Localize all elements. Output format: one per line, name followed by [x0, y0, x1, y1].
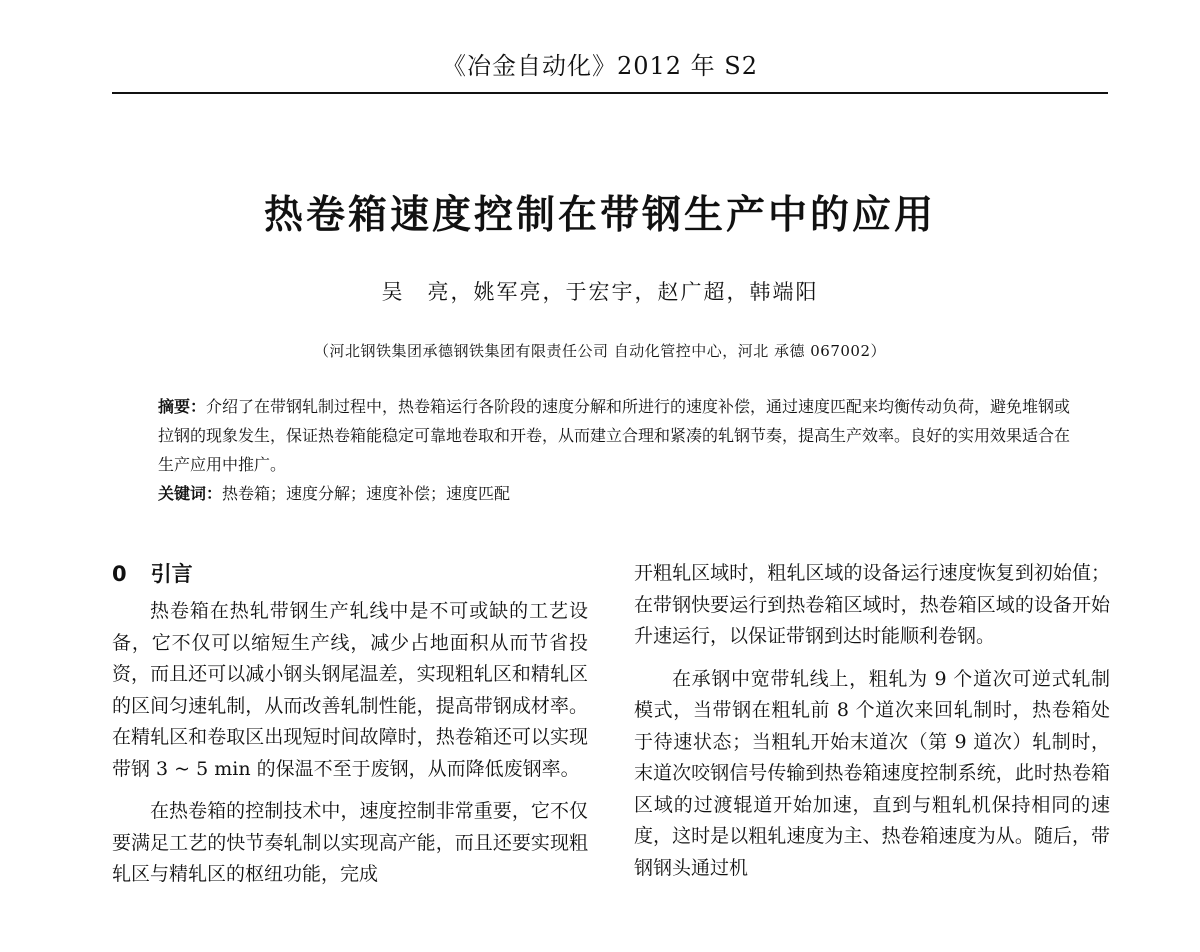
- paper-title: 热卷箱速度控制在带钢生产中的应用: [263, 193, 936, 238]
- keywords-paragraph: [158, 479, 1078, 508]
- abstract-label: 摘要：: [158, 397, 207, 416]
- abstract-block: [158, 392, 1078, 508]
- section-title: 引言: [150, 562, 193, 586]
- left-column: [112, 558, 588, 902]
- right-column: [634, 558, 1110, 895]
- keywords-text: 热卷箱；速度分解；速度补偿；速度匹配: [222, 484, 511, 503]
- journal-header: 《冶金自动化》2012 年 S2: [441, 52, 759, 80]
- body-paragraph: 开粗轧区域时，粗轧区域的设备运行速度恢复到初始值；在带钢快要运行到热卷箱区域时，热卷箱区域的设备开始升速运行，以保证带钢到达时能顺利卷钢。: [634, 562, 1110, 647]
- abstract-text: 介绍了在带钢轧制过程中，热卷箱运行各阶段的速度分解和所进行的速度补偿，通过速度匹配来均衡传动负荷，避免堆钢或拉钢的现象发生，保证热卷箱能稳定可靠地卷取和开卷，从而建立合理和紧凑的轧钢节奏，提高生产效率。良好的实用效果适合在生产应用中推广。: [158, 397, 1071, 474]
- author-list: 吴 亮，姚军亮，于宏宇，赵广超，韩端阳: [381, 280, 819, 304]
- keywords-label: 关键词：: [158, 484, 223, 503]
- section-heading: [112, 558, 588, 590]
- header-rule: [112, 92, 1108, 94]
- body-paragraph: 热卷箱在热轧带钢生产轧线中是不可或缺的工艺设备，它不仅可以缩短生产线，减少占地面积从而节省投资，而且还可以减小钢头钢尾温差，实现粗轧区和精轧区的区间匀速轧制，从而改善轧制性能，提高带钢成材率。在精轧区和卷取区出现短时间故障时，热卷箱还可以实现带钢 3 ~ 5 min 的保温不至于废钢，从而降低废钢率。: [112, 600, 588, 780]
- body-paragraph: 在热卷箱的控制技术中，速度控制非常重要，它不仅要满足工艺的快节奏轧制以实现高产能，而且还要实现粗轧区与精轧区的枢纽功能，完成: [112, 800, 588, 885]
- abstract-paragraph: [158, 392, 1078, 479]
- affiliation: （河北钢铁集团承德钢铁集团有限责任公司 自动化管控中心，河北 承德 067002）: [313, 342, 887, 360]
- body-paragraph: 在承钢中宽带轧线上，粗轧为 9 个道次可逆式轧制模式，当带钢在粗轧前 8 个道次来回轧制时，热卷箱处于待速状态；当粗轧开始末道次（第 9 道次）轧制时，末道次咬钢信号传输到热卷箱速度控制系统，此时热卷箱区域的过渡辊道开始加速，直到与粗轧机保持相同的速度，这时是以粗轧速度为主、热卷箱速度为从。随后，带钢钢头通过机: [634, 667, 1110, 879]
- section-number: 0: [112, 562, 127, 586]
